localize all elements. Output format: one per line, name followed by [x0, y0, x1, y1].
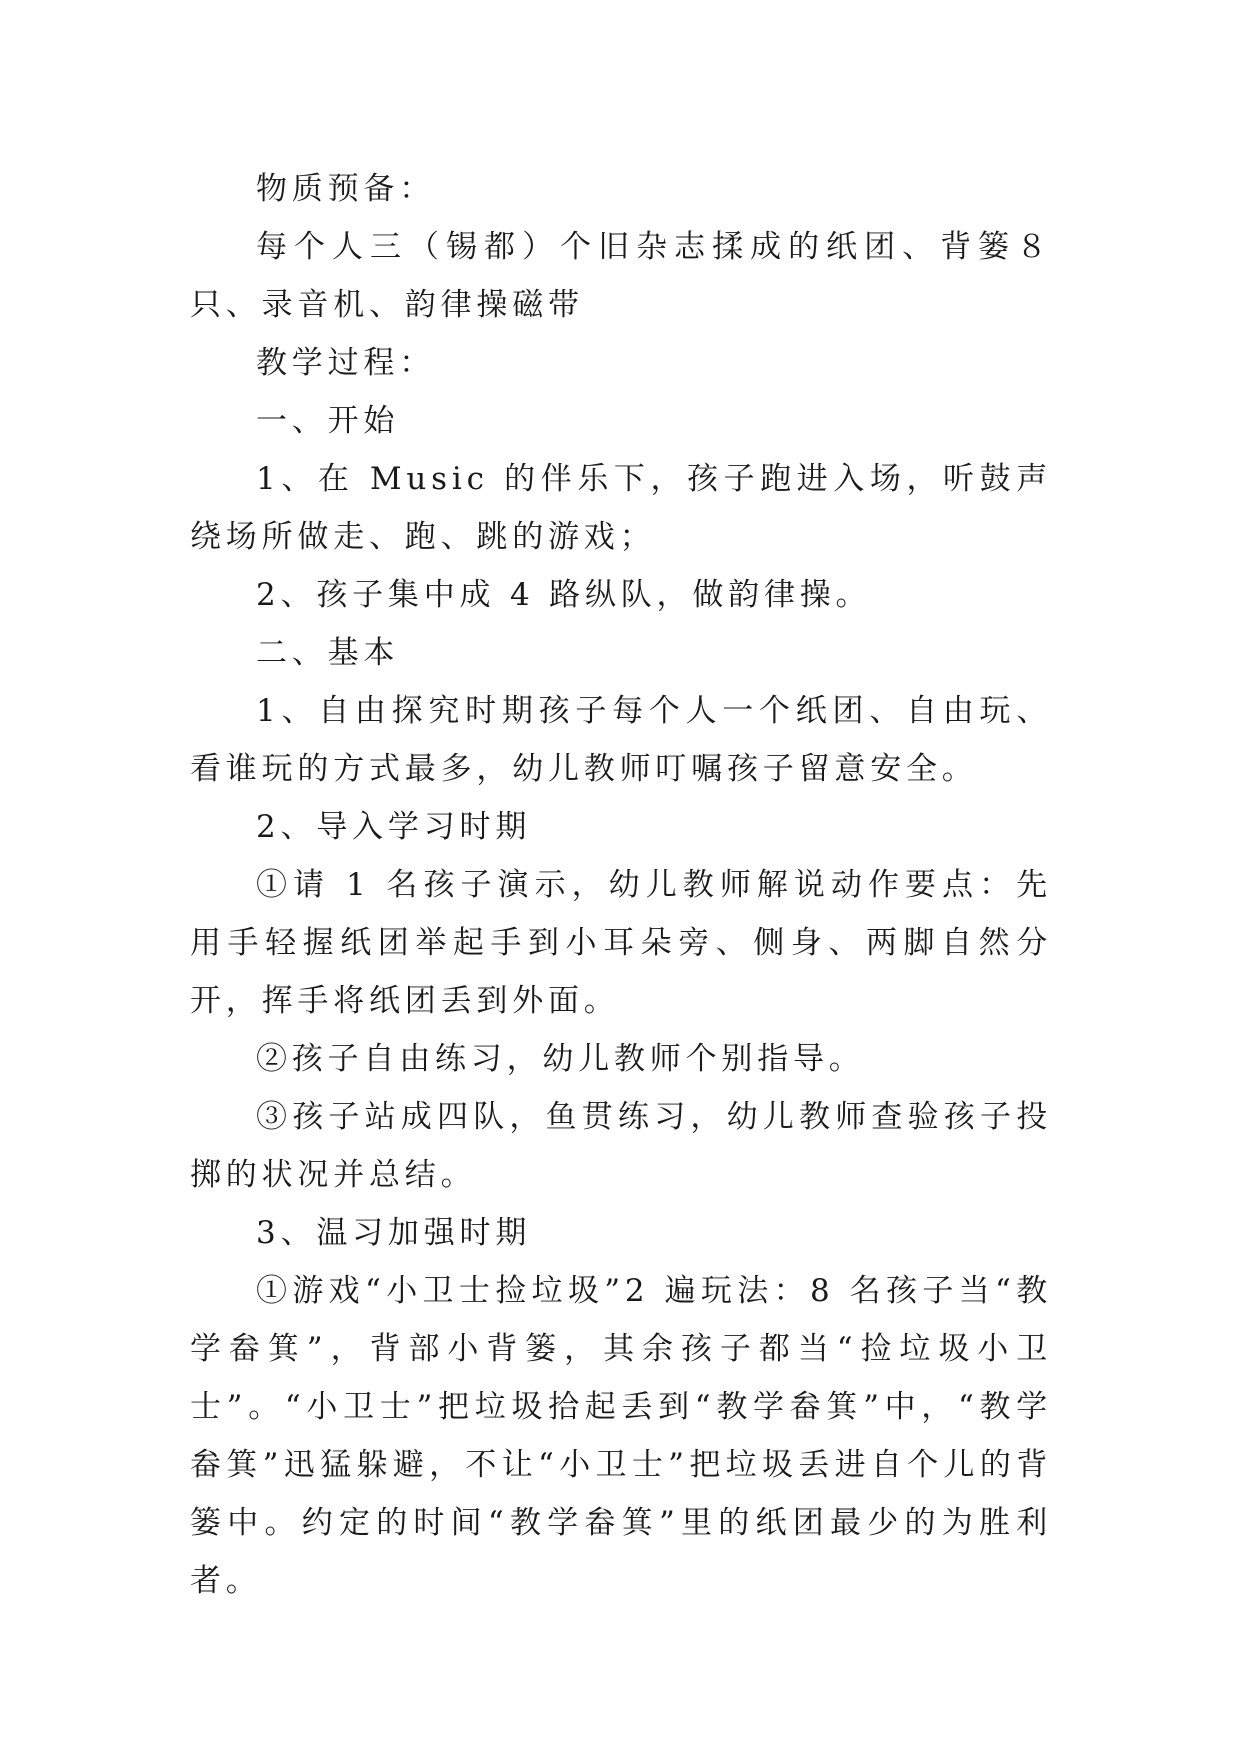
paragraph-basic-step-2: 2、导入学习时期: [256, 809, 532, 845]
paragraph-materials-heading: 物质预备：: [256, 171, 435, 207]
paragraph-start-step-1: 1、在 Music 的伴乐下，孩子跑进入场，听鼓声绕场所做走、跑、跳的游戏；: [190, 461, 1052, 555]
paragraph-basic-step-2-item-2: ②孩子自由练习，幼儿教师个别指导。: [256, 1041, 865, 1077]
document-body: [190, 160, 1052, 1610]
paragraph-basic-step-2-item-1: ①请 1 名孩子演示，幼儿教师解说动作要点：先用手轻握纸团举起手到小耳朵旁、侧身、两脚自然分开，挥手将纸团丢到外面。: [190, 867, 1052, 1019]
paragraph-basic-step-3-item-1: ①游戏“小卫士捡垃圾”2 遍玩法：8 名孩子当“教学畚箕”，背部小背篓，其余孩子都当“捡垃圾小卫士”。“小卫士”把垃圾拾起丢到“教学畚箕”中，“教学畚箕”迅猛躲避，不让“小卫士”把垃圾丢进自个儿的背篓中。约定的时间“教学畚箕”里的纸团最少的为胜利者。: [190, 1273, 1053, 1599]
paragraph-start-step-2: 2、孩子集中成 4 路纵队，做韵律操。: [256, 577, 872, 613]
paragraph-basic-step-1: 1、自由探究时期孩子每个人一个纸团、自由玩、看谁玩的方式最多，幼儿教师叮嘱孩子留意安全。: [190, 693, 1052, 787]
section-heading-start: 一、开始: [256, 403, 400, 439]
paragraph-process-heading: 教学过程：: [256, 345, 435, 381]
paragraph-basic-step-3: 3、温习加强时期: [256, 1215, 532, 1251]
paragraph-basic-step-2-item-3: ③孩子站成四队，鱼贯练习，幼儿教师查验孩子投掷的状况并总结。: [190, 1099, 1052, 1193]
paragraph-materials-list: 每个人三（锡都）个旧杂志揉成的纸团、背篓８只、录音机、韵律操磁带: [190, 229, 1052, 323]
section-heading-basic: 二、基本: [256, 635, 400, 671]
